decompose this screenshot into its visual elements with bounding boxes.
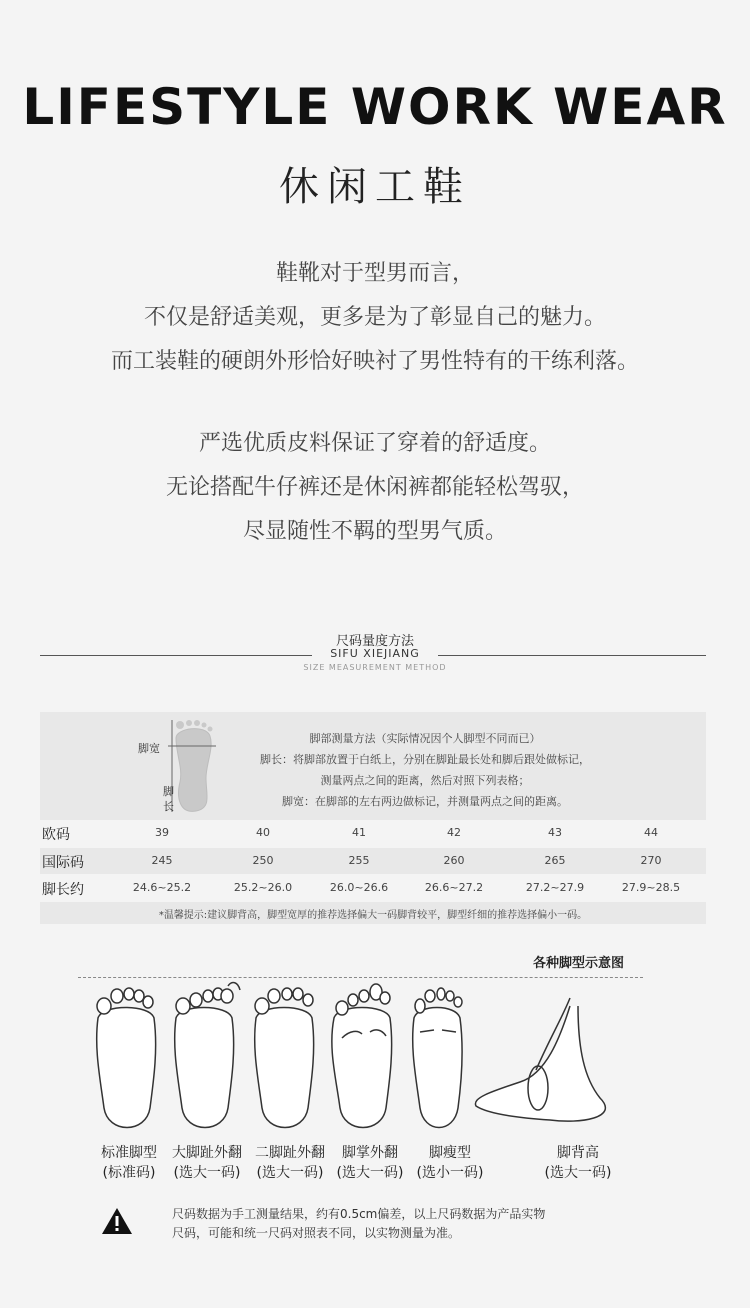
section-title-english: SIZE MEASUREMENT METHOD (303, 663, 447, 672)
foot-type-advice: (选大一码) (336, 1165, 404, 1181)
section-title-pinyin: SIFU XIEJIANG (330, 647, 420, 660)
foot-type-label (162, 1143, 252, 1183)
intro-line: 尽显随性不羁的型男气质。 (242, 519, 507, 544)
measure-line: 测量两点之间的距离，然后对照下列表格； (320, 774, 530, 787)
foot-type-advice: (选小一码) (416, 1165, 484, 1181)
table-cell: 41 (352, 826, 366, 839)
table-cell: 250 (252, 854, 274, 867)
bunion-foot-icon (175, 983, 240, 1128)
intro-line: 无论搭配牛仔裤还是休闲裤都能轻松驾驭， (165, 475, 584, 500)
measurement-instructions (215, 728, 635, 812)
measure-line: 脚长：将脚部放置于白纸上，分别在脚趾最长处和脚后跟处做标记， (260, 753, 590, 766)
row-header: 国际码 (42, 855, 84, 871)
table-cell: 40 (256, 826, 270, 839)
page-subtitle: 休闲工鞋 (279, 164, 471, 210)
foot-types-illustration (80, 978, 660, 1138)
intro-line: 严选优质皮料保证了穿着的舒适度。 (198, 431, 551, 456)
foot-type-advice: (选大一码) (173, 1165, 241, 1181)
intro-paragraph-1 (0, 252, 750, 384)
foot-type-label (84, 1143, 174, 1183)
foot-length-label: 脚长 (163, 785, 174, 813)
table-cell: 26.0~26.6 (329, 881, 389, 894)
section-title: 尺码量度方法 (335, 634, 414, 649)
table-cell: 27.9~28.5 (621, 881, 681, 894)
foot-type-label (533, 1143, 623, 1183)
foot-type-name: 脚背高 (557, 1145, 599, 1161)
disclaimer-line: 尺码，可能和统一尺码对照表不同，以实物测量为准。 (172, 1226, 461, 1240)
warning-icon (100, 1206, 134, 1236)
measure-line: 脚部测量方法（实际情况因个人脚型不同而已） (309, 732, 541, 745)
table-cell: 42 (447, 826, 461, 839)
measure-line: 脚宽：在脚部的左右两边做标记，并测量两点之间的距离。 (282, 795, 568, 808)
high-instep-foot-icon (475, 998, 605, 1121)
table-cell: 44 (644, 826, 658, 839)
disclaimer-line: 尺码数据为手工测量结果，约有0.5cm偏差，以上尺码数据为产品实物 (172, 1207, 546, 1221)
foot-types-title: 各种脚型示意图 (533, 956, 625, 971)
intro-line: 鞋靴对于型男而言， (275, 261, 474, 286)
intro-line: 不仅是舒适美观，更多是为了彰显自己的魅力。 (143, 305, 606, 330)
table-cell: 39 (155, 826, 169, 839)
foot-type-name: 二脚趾外翻 (255, 1145, 325, 1161)
foot-type-advice: (标准码) (102, 1165, 156, 1181)
row-header: 欧码 (42, 827, 70, 843)
table-cell: 260 (443, 854, 465, 867)
size-tip: *温馨提示:建议脚背高，脚型宽厚的推荐选择偏大一码脚背较平，脚型纤细的推荐选择偏小一码。 (158, 910, 588, 921)
intro-paragraph-2 (0, 422, 750, 554)
foot-type-name: 脚瘦型 (429, 1145, 471, 1161)
table-cell: 43 (548, 826, 562, 839)
foot-type-advice: (选大一码) (544, 1165, 612, 1181)
thin-foot-icon (413, 988, 462, 1128)
row-header: 脚长约 (42, 882, 84, 898)
table-cell: 26.6~27.2 (424, 881, 484, 894)
table-row (40, 848, 706, 874)
second-toe-foot-icon (255, 988, 314, 1128)
table-cell: 270 (640, 854, 662, 867)
foot-type-advice: (选大一码) (256, 1165, 324, 1181)
forefoot-foot-icon (332, 984, 392, 1128)
table-cell: 245 (151, 854, 173, 867)
table-cell: 24.6~25.2 (132, 881, 192, 894)
foot-width-label: 脚宽 (138, 742, 160, 755)
table-row (40, 820, 706, 846)
table-cell: 255 (348, 854, 370, 867)
foot-type-name: 脚掌外翻 (342, 1145, 398, 1161)
page-title: LIFESTYLE WORK WEAR (22, 78, 728, 136)
table-cell: 265 (544, 854, 566, 867)
foot-type-name: 大脚趾外翻 (172, 1145, 242, 1161)
table-row (40, 875, 706, 901)
table-cell: 25.2~26.0 (233, 881, 293, 894)
standard-foot-icon (97, 988, 156, 1128)
foot-type-name: 标准脚型 (101, 1145, 157, 1161)
table-cell: 27.2~27.9 (525, 881, 585, 894)
intro-line: 而工装鞋的硬朗外形恰好映衬了男性特有的干练利落。 (110, 349, 639, 374)
disclaimer (172, 1205, 612, 1243)
foot-type-label (245, 1143, 335, 1183)
foot-type-label (325, 1143, 415, 1183)
foot-type-label (405, 1143, 495, 1183)
